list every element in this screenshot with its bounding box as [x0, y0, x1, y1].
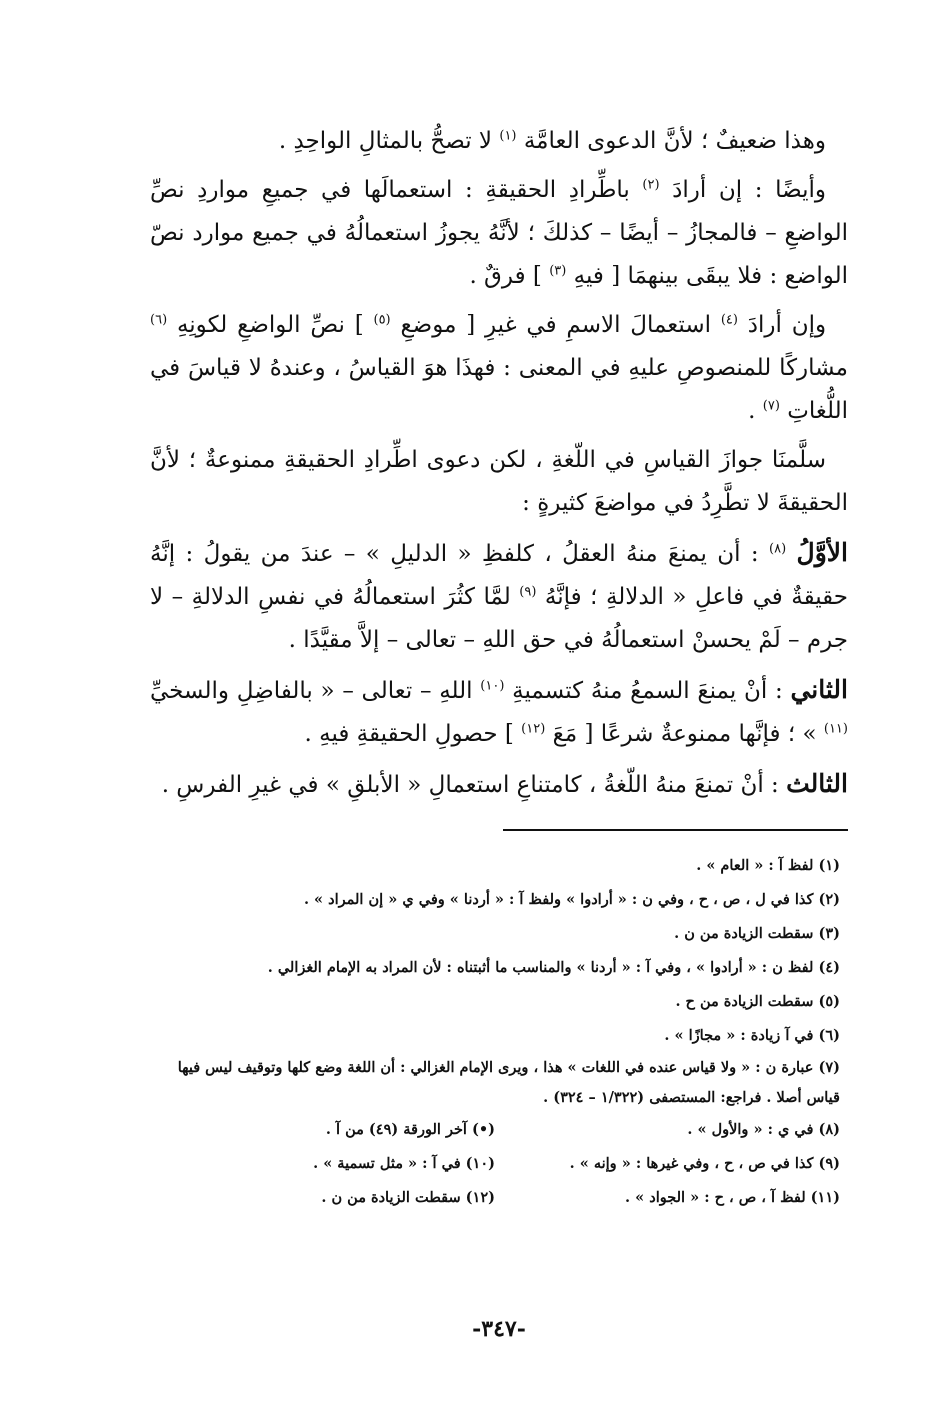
footnote-ref: (٣)	[549, 263, 567, 279]
footnote-divider	[503, 829, 848, 831]
footnote-6: (٦) في آ زيادة : « مجازًا » .	[664, 1027, 840, 1044]
paragraph-3	[150, 304, 848, 433]
footnote-ref: (٥)	[373, 312, 391, 328]
footnote-ref: (١٢)	[521, 721, 546, 737]
text-run: وهذا ضعيفٌ ؛ لأنَّ الدعوى العامَّة	[523, 128, 826, 154]
footnote-ref: (١١)	[823, 721, 848, 737]
footnotes	[150, 849, 848, 1215]
paragraph-5	[150, 531, 848, 662]
text-run: : أن يمنعَ منهُ العقلُ ، كلفظِ « الدليلِ » – عندَ من يقولُ : إنَّهُ حقيقةٌ في فاعلِ « الدلالةِ ؛ فإنَّهُ	[150, 541, 849, 610]
text-run: ] نصِّ الواضعِ لكونِهِ	[176, 312, 364, 338]
footnote-ref: (٦)	[150, 312, 168, 328]
footnote-4: (٤) لفظ ن : « أرادوا » ، وفي آ : « أردنا » والمناسب ما أثبتناه : لأن المراد به الإمام الغزالي .	[267, 959, 840, 976]
footnote-ref: (٧)	[762, 398, 780, 414]
main-text	[150, 120, 848, 807]
paragraph-1	[150, 120, 848, 163]
footnote-ref: (٨)	[769, 541, 787, 557]
page-content	[150, 120, 848, 1342]
paragraph-4	[150, 439, 848, 525]
footnote-5: (٥) سقطت الزيادة من ح .	[675, 993, 840, 1010]
text-run: : أنْ تمنعَ منهُ اللّغةُ ، كامتناعِ استعمالِ « الأبلقِ » في غيرِ الفرسِ .	[161, 772, 779, 798]
footnote-ref: (١)	[499, 128, 517, 144]
footnote-ref: (٩)	[519, 584, 537, 600]
footnote-2: (٢) كذا في ل ، ص ، ح ، وفي ن : « أرادوا » ولفظ آ : « أردنا » وفي ي « إن المراد » .	[303, 891, 840, 908]
text-run: وأيضًا : إن أرادَ	[672, 177, 826, 203]
footnote-7: (٧) عبارة ن : « ولا قياس عنده في اللغات » هذا ، ويرى الإمام الغزالي : أن اللغة وضع كلها وتوقيف ليس فيها قياس أصلا . فراجع: المستصفى (١/٣٢٢ – ٣٢٤) .	[177, 1059, 840, 1106]
footnote-ref: (٢)	[642, 177, 660, 193]
text-run: سلَّمنَا جوازَ القياسِ في اللّغةِ ، لكن دعوى اطِّرادِ الحقيقةِ ممنوعةٌ ؛ لأنَّ الحقيقةَ لا تطَّرِدُ في مواضعَ كثيرةٍ :	[150, 447, 848, 516]
text-run: » ؛ فإنَّها ممنوعةٌ شرعًا [ مَعَ	[552, 721, 817, 747]
text-run: اللهِ – تعالى – « بالفاضِلِ والسخيِّ	[150, 678, 473, 704]
text-run: مشاركًا للمنصوصِ عليهِ في المعنى : فهذَا هوَ القياسُ ، وعندهُ لا قياسَ في اللُّغاتِ	[150, 355, 848, 424]
text-run: ] فرقٌ .	[469, 263, 542, 289]
footnote-12: (١٢) سقطت الزيادة من ن .	[321, 1189, 495, 1206]
footnote-folio: (•) آخر الورقة (٤٩) من آ .	[325, 1121, 495, 1138]
paragraph-7	[150, 762, 848, 807]
text-run: لا تصحُّ بالمثالِ الواحِدِ .	[278, 128, 493, 154]
footnote-1: (١) لفظ آ : « العام » .	[696, 857, 840, 874]
footnote-10: (١٠) في آ : « مثل تسمية » .	[313, 1155, 495, 1172]
text-run: استعمالَ الاسمِ في غيرِ [ موضعِ	[400, 312, 711, 338]
paragraph-6	[150, 668, 848, 756]
text-run: ] حصولِ الحقيقةِ فيهِ .	[304, 721, 514, 747]
text-run: باطِّرادِ الحقيقةِ : استعمالَها في جميعِ مواردِ نصِّ الواضعِ – فالمجازُ – أيضًا – كذلكَ ؛ لأنَّهُ يجوزُ استعمالُهُ في جميع موارد نصّ الواضع : فلا يبقَى بينهمَا [ فيهِ	[150, 177, 848, 289]
footnote-ref: (٤)	[720, 312, 738, 328]
footnote-row	[150, 1113, 848, 1147]
footnote-row	[150, 1181, 848, 1215]
footnote-11: (١١) لفظ آ ، ص ، ح : « الجواد » .	[625, 1189, 840, 1206]
paragraph-2	[150, 169, 848, 298]
text-run: لمَّا كثُرَ استعمالُهُ في نفسِ الدلالةِ – لا جرم – لَمْ يحسنْ استعمالُهُ في حق اللهِ – تعالى – إلاَّ مقيَّدًا .	[150, 584, 848, 653]
footnote-9: (٩) كذا في ص ، ح ، وفي غيرها : « وإنه » .	[569, 1155, 840, 1172]
page-number: -٣٤٧-	[472, 1316, 526, 1342]
text-run: .	[748, 398, 756, 424]
section-lead-second: الثاني	[790, 675, 848, 704]
section-lead-first: الأوَّلُ	[796, 538, 848, 567]
footnote-row	[150, 1147, 848, 1181]
footnote-8: (٨) في ي : « والأول » .	[687, 1121, 840, 1138]
text-run: : أنْ يمنعَ السمعُ منهُ كتسميةِ	[512, 678, 783, 704]
footnote-ref: (١٠)	[480, 678, 505, 694]
text-run: وإن أرادَ	[747, 312, 827, 338]
section-lead-third: الثالث	[786, 769, 848, 798]
footnote-3: (٣) سقطت الزيادة من ن .	[674, 925, 840, 942]
